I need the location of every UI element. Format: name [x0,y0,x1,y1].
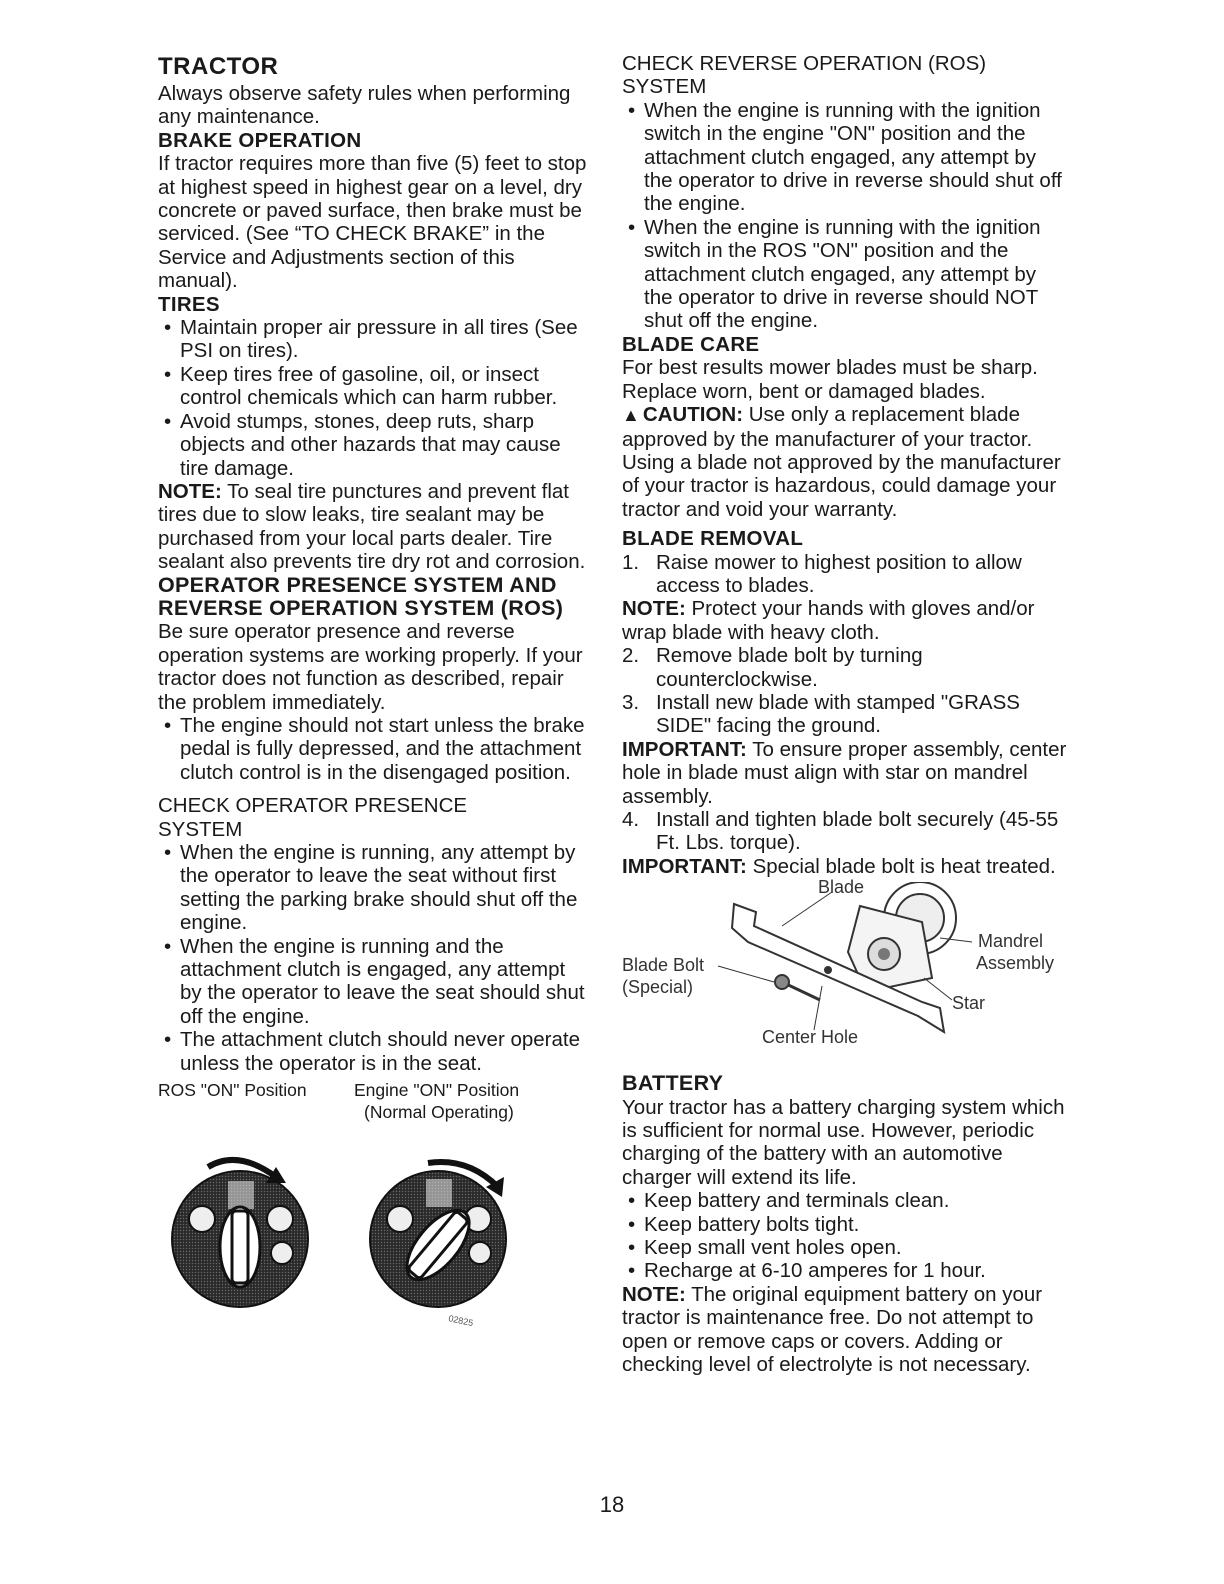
important-label: IMPORTANT: [622,737,747,761]
center-hole-label: Center Hole [762,1027,859,1048]
blade-steps-3 [622,808,1068,855]
warning-icon: ▲ [622,405,640,426]
ops-text: Be sure operator presence and reverse operation systems are working properly. If your tractor does not function as described, repair the problem immediately. [158,620,583,714]
battery-list [622,1189,1068,1283]
blade-diagram [622,877,1068,1072]
page-number: 18 [599,1492,625,1517]
ros-position-label: ROS "ON" Position [158,1080,307,1101]
list-item: • Avoid stumps, stones, deep ruts, sharp objects and other hazards that may cause tire damage. [158,410,590,480]
list-item: • Keep battery and terminals clean. [622,1189,1068,1212]
list-item: • The attachment clutch should never operate unless the operator is in the seat. [158,1028,590,1075]
tires-note [158,480,590,574]
left-column [158,52,590,1327]
note-text: Protect your hands with gloves and/or wrap blade with heavy cloth. [622,597,1035,644]
caution-text: Use only a replacement blade approved by the manufacturer of your tractor. Using a blade not approved by the manufacturer of your tractor is hazardous, could damage your tractor and void your warranty. [622,403,1061,521]
tires-heading: TIRES [158,292,220,316]
engine-dial-icon [370,1162,506,1307]
caution-label: CAUTION: [642,403,744,427]
blade-bolt-icon [775,975,820,1000]
mandrel-label: Mandrel [978,931,1044,952]
list-item: 4. Install and tighten blade bolt securely (45-55 Ft. Lbs. torque). [622,808,1059,855]
brake-heading: BRAKE OPERATION [158,128,362,152]
list-item: 1. Raise mower to highest position to allow access to blades. [622,550,1022,597]
important-text: Special blade bolt is heat treated. [752,854,1056,878]
battery-note [622,1283,1068,1377]
blade-care-text: For best results mower blades must be sharp. Replace worn, bent or damaged blades. [622,356,1038,403]
blade-care-heading: BLADE CARE [622,332,760,356]
important-note-1 [622,738,1068,808]
battery-text: Your tractor has a battery charging system which is sufficient for normal use. However, periodic charging of the battery with an automotive charger will extend its life. [622,1095,1065,1189]
ros-dial-icon [172,1160,308,1307]
list-item: • Keep tires free of gasoline, oil, or insect control chemicals which can harm rubber. [158,363,590,410]
tires-list [158,316,590,480]
check-ops-list [158,841,590,1075]
section-title: TRACTOR [158,53,279,80]
caution-block [622,403,1068,521]
ignition-switch-illustration [158,1127,590,1327]
note-label: NOTE: [622,1282,686,1306]
engine-position-label: Engine "ON" Position [354,1080,520,1101]
blade-bolt-sublabel: (Special) [622,977,694,998]
intro-text: Always observe safety rules when performing any maintenance. [158,82,571,129]
list-item: • Maintain proper air pressure in all tires (See PSI on tires). [158,316,590,363]
figure-code: 02825 [447,1313,475,1328]
blade-label: Blade [818,877,865,898]
list-item: • Keep small vent holes open. [622,1236,1068,1259]
blade-steps-2 [622,644,1068,738]
blade-note [622,597,1068,644]
blade-removal-heading: BLADE REMOVAL [622,527,804,551]
list-item: • When the engine is running, any attempt by the operator to leave the seat without first setting the parking brake should shut off the engine. [158,841,590,935]
battery-heading: BATTERY [622,1071,724,1096]
note-label: NOTE: [158,479,222,503]
engine-position-sublabel: (Normal Operating) [364,1102,514,1123]
important-text: To ensure proper assembly, center hole in blade must align with star on mandrel assembly. [622,737,1067,808]
note-label: NOTE: [622,597,686,621]
star-label: Star [952,993,986,1014]
check-ros-list [622,99,1068,333]
ignition-dials-figure [158,1127,590,1327]
list-item: • Recharge at 6-10 amperes for 1 hour. [622,1259,1068,1282]
mandrel-sublabel: Assembly [976,953,1055,974]
blade-steps-1 [622,551,1068,598]
note-text: The original equipment battery on your tractor is maintenance free. Do not attempt to open or remove caps or covers. Adding or checking level of electrolyte is not necessary. [622,1282,1043,1377]
check-ros-heading: CHECK REVERSE OPERATION (ROS) SYSTEM [622,52,987,99]
brake-text: If tractor requires more than five (5) feet to stop at highest speed in highest gear on a level, dry concrete or paved surface, then brake must be serviced. (See “TO CHECK BRAKE” in the Service and Adjustments section of this manual). [158,152,587,293]
list-item: • Keep battery bolts tight. [622,1213,1068,1236]
list-item: • The engine should not start unless the brake pedal is fully depressed, and the attachment clutch control is in the disengaged position. [158,714,590,784]
right-column [622,52,1068,1377]
list-item: 3. Install new blade with stamped "GRASS SIDE" facing the ground. [622,690,1020,738]
list-item: • When the engine is running with the ignition switch in the engine "ON" position and the attachment clutch engaged, any attempt by the operator to drive in reverse should shut off the engine. [622,99,1068,216]
list-item: • When the engine is running and the attachment clutch is engaged, any attempt by the operator to leave the seat should shut off the engine. [158,935,590,1029]
note-text: To seal tire punctures and prevent flat tires due to slow leaks, tire sealant may be purchased from your local parts dealer. Tire sealant also prevents tire dry rot and corrosion. [158,479,586,574]
check-ops-heading: CHECK OPERATOR PRESENCE SYSTEM [158,794,468,841]
list-item: 2. Remove blade bolt by turning counterclockwise. [622,644,923,691]
list-item: • When the engine is running with the ignition switch in the ROS "ON" position and the attachment clutch engaged, any attempt by the operator to drive in reverse should NOT shut off the engine. [622,216,1068,333]
important-label: IMPORTANT: [622,854,747,878]
important-note-2 [622,855,1068,878]
dial-labels [158,1079,590,1127]
blade-bolt-label: Blade Bolt [622,955,705,976]
ops-list [158,714,590,784]
ops-heading: OPERATOR PRESENCE SYSTEM AND REVERSE OPERATION SYSTEM (ROS) [158,572,564,620]
